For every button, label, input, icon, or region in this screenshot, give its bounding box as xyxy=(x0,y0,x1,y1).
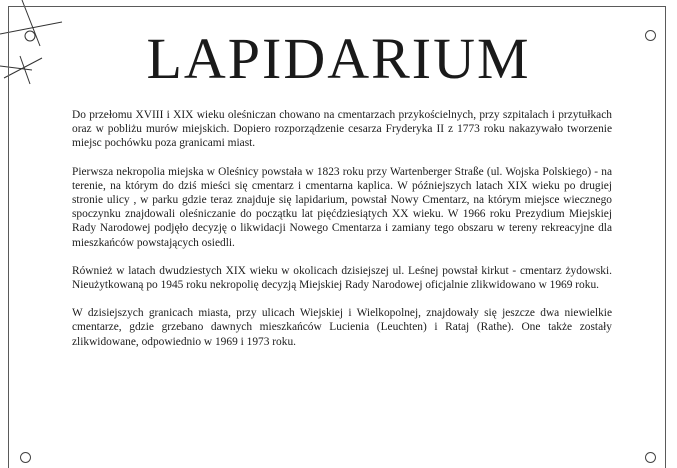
paragraph: Pierwsza nekropolia miejska w Oleśnicy powstała w 1823 roku przy Wartenberger Straße (ul. Wojska Polskiego) - na terenie, na którym do dziś mieści się cmentarz i cmentarna kaplica. W późniejszych latach XIX wieku po drugiej stronie ulicy , w parku gdzie teraz znajduje się lapidarium, powstał Nowy Cmentarz, na którym miejsce wiecznego spoczynku znajdowali oleśniczanie do początku lat pięćdziesiątych XX wieku. W 1966 roku Prezydium Miejskiej Rady Narodowej podjęło decyzję o likwidacji Nowego Cmentarza i zamiany tego obszaru w tereny rekreacyjne dla mieszkańców powstających osiedli. xyxy=(72,165,612,249)
body-text xyxy=(72,108,612,363)
paragraph: W dzisiejszych granicach miasta, przy ulicach Wiejskiej i Wielkopolnej, znajdowały się jeszcze dwa niewielkie cmentarze, gdzie grzebano dawnych mieszkańców Lucienia (Leuchten) i Rataj (Rathe). One także zostały zlikwidowane, odpowiednio w 1969 i 1973 roku. xyxy=(72,307,612,348)
paragraph: Do przełomu XVIII i XIX wieku oleśniczan chowano na cmentarzach przykościelnych, przy szpitalach i przytułkach oraz w pobliżu murów miejskich. Dopiero rozporządzenie cesarza Fryderyka II z 1773 roku nakazywało tworzenie miejsc pochówku poza granicami miast. xyxy=(72,109,612,150)
page-title: LAPIDARIUM xyxy=(146,26,531,91)
paragraph: Również w latach dwudziestych XIX wieku w okolicach dzisiejszej ul. Leśnej powstał kirkut - cmentarz żydowski. Nieużytkowaną po 1945 roku nekropolię decyzją Miejskiej Rady Narodowej oficjalnie zlikwidowano w 1969 roku. xyxy=(72,264,612,292)
mounting-hole-icon xyxy=(20,452,31,463)
mounting-hole-icon xyxy=(645,452,656,463)
